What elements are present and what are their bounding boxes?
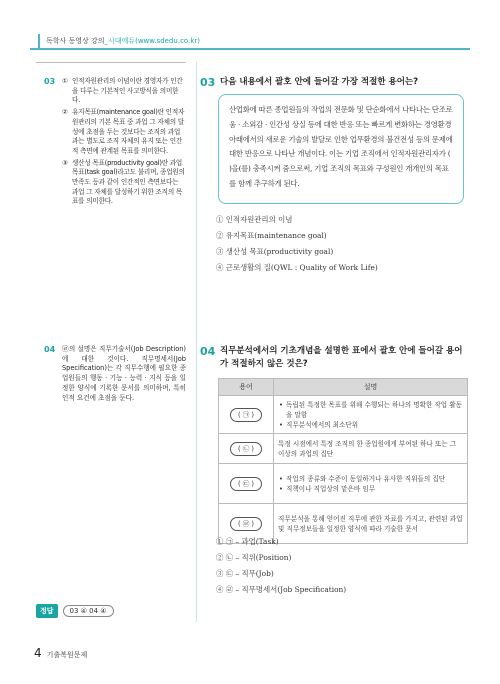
term-label: ( ㉠ ): [230, 408, 262, 422]
description-item: • 직무분석에서의 최소단위: [286, 420, 463, 430]
item-text: 유지목표(maintenance goal)란 인적자원관리의 기본 목표 중 과업 그 자체의 달성에 초점을 두는 것보다는 조직의 과업과는 별도로 조직 자체의 유지 또는 인간적 측면에 관계된 목표를 의미한다.: [72, 108, 185, 155]
question-04-options: [216, 534, 466, 598]
description-item: • 독립된 특정한 목표를 위해 수행되는 하나의 명확한 작업 활동을 말함: [286, 400, 463, 420]
term-label: ( ㉢ ): [230, 477, 262, 491]
description-text: 특정 시점에서 특정 조직의 한 종업원에게 부여된 하나 또는 그 이상의 과업의 집단: [278, 439, 457, 458]
header-accent: [38, 34, 40, 48]
question-03: [200, 76, 470, 89]
table-row: [219, 464, 468, 504]
explanation-number: 04: [44, 345, 56, 354]
table-header-term: 용어: [219, 379, 274, 396]
header-series: 독학사 동영상 강의: [46, 36, 105, 45]
table-header-row: [219, 379, 468, 396]
table-row: [219, 396, 468, 434]
question-03-options: [216, 212, 466, 276]
description-item: • 작업의 종류와 수준이 동일하거나 유사한 직위들의 집단: [286, 474, 463, 484]
table-row: [219, 434, 468, 464]
item-mark: ①: [62, 77, 68, 85]
option-2: ② 유지목표(maintenance goal): [216, 231, 327, 240]
column-divider: [196, 62, 197, 622]
option-1: ① ㉠ – 과업(Task): [216, 537, 279, 546]
question-number: 04: [200, 345, 216, 358]
explanation-text: ㉣의 설명은 직무기술서(Job Description)에 대한 것이다. 직무명세서(Job Specification)는 각 직무수행에 필요한 종업원들의 행동 · 기능 · 능력 · 지식 등을 일정한 양식에 기록한 문서를 의미하며, 특히 인적 요건에 초점을 둔다.: [62, 345, 186, 402]
page-footer: [34, 646, 87, 660]
question-04: [200, 345, 470, 371]
question-passage-box: [218, 94, 464, 204]
option-4: ④ ㉣ – 직무명세서(Job Specification): [216, 585, 347, 594]
answer-label: 정답: [36, 604, 58, 618]
job-analysis-table: [218, 378, 468, 544]
explanation-column-rule: [36, 62, 186, 63]
item-mark: ②: [62, 108, 68, 117]
explanation-number: 03: [44, 77, 56, 86]
header-rule: [30, 48, 470, 50]
term-label: ( ㉡ ): [230, 442, 262, 456]
page-number: 4: [34, 646, 42, 660]
item-mark: ③: [62, 158, 68, 167]
item-text: 생산성 목표(productivity goal)란 과업목표(task goal)라고도 불리며, 종업원의 만족도 등과 같이 인간적인 측면보다는 과업 그 자체를 달성하기 위한 조직의 목표를 의미한다.: [72, 158, 185, 206]
option-4: ④ 근로생활의 질(QWL : Quality of Work Life): [216, 263, 378, 272]
option-1: ① 인적자원관리의 이념: [216, 215, 293, 224]
explanation-item: [62, 159, 186, 208]
answer-section: [36, 604, 114, 618]
term-label: ( ㉣ ): [230, 517, 262, 531]
option-3: ③ 생산성 목표(productivity goal): [216, 247, 334, 256]
question-text: 직무분석에서의 기초개념을 설명한 표에서 괄호 안에 들어갈 용어가 적절하지 않은 것은?: [220, 346, 463, 369]
explanation-04: [36, 345, 186, 403]
passage-text: 산업화에 따른 종업원들의 작업의 전문화 및 단순화에서 나타나는 단조로움 · 소외감 · 인간성 상실 등에 대한 반응 또는 빠르게 변화하는 경영환경 아래에서의 새로운 기술의 발달로 인한 업무환경의 불건전성 등의 문제에 대한 반응으로 나타난 개념이다. 이는 기업 조직에서 인적자원관리자가 ( )을(를) 충족시켜 줌으로써, 기업 조직의 목표와 구성원인 개개인의 목표를 함께 추구하게 된다.: [229, 105, 453, 188]
explanation-item: [62, 108, 186, 157]
footer-title: 기출복원문제: [46, 651, 88, 659]
page-header: [46, 33, 200, 48]
question-number: 03: [200, 76, 216, 89]
explanation-item: [62, 77, 186, 106]
option-3: ③ ㉢ – 직무(Job): [216, 569, 274, 578]
item-text: 인적자원관리의 이념이란 경영자가 인간을 다루는 기본적인 사고방식을 의미한다.: [72, 77, 183, 105]
question-text: 다음 내용에서 괄호 안에 들어갈 가장 적절한 용어는?: [220, 77, 419, 87]
explanation-03: [36, 77, 186, 209]
option-2: ② ㉡ – 직위(Position): [216, 553, 292, 562]
description-item: • 직책이나 직업상의 맡은바 임무: [286, 484, 463, 494]
answer-value: 03 ④ 04 ④: [63, 605, 114, 617]
description-text: 직무분석을 통해 얻어진 직무에 관한 자료를 가지고, 관련된 과업 및 직무정보들을 일정한 양식에 따라 기술한 문서: [278, 514, 463, 533]
table-header-description: 설명: [274, 379, 468, 396]
header-site: _시대에듀(www.sdedu.co.kr): [104, 36, 200, 45]
